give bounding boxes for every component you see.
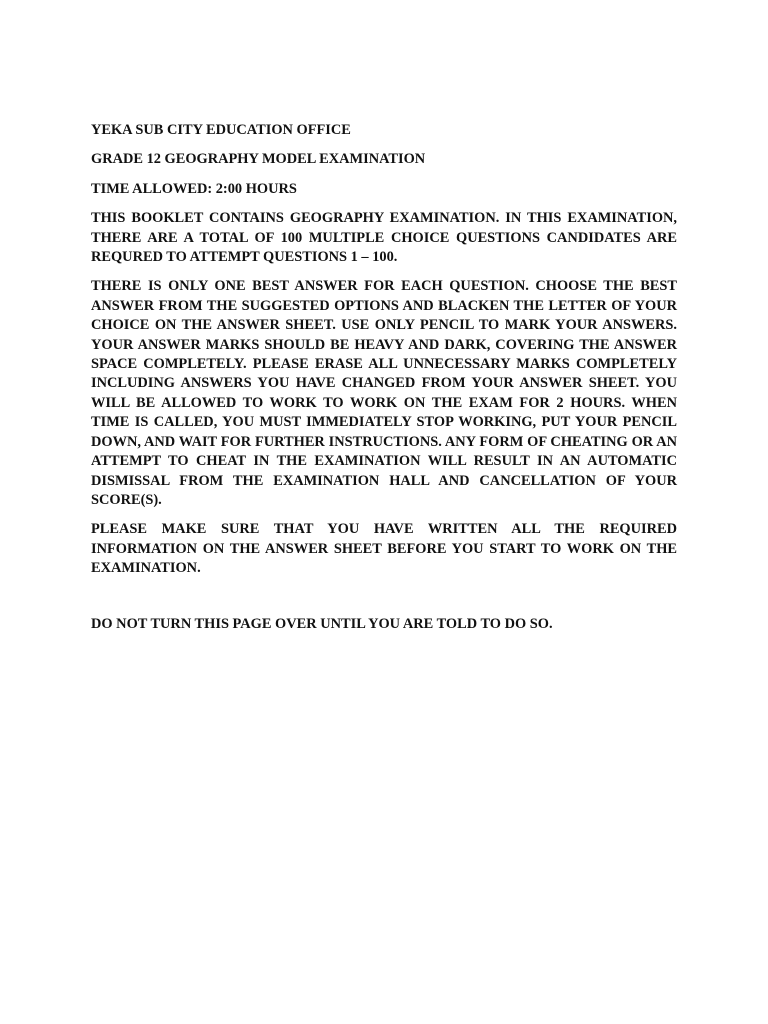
time-allowed: TIME ALLOWED: 2:00 HOURS	[91, 180, 297, 197]
office-heading: YEKA SUB CITY EDUCATION OFFICE	[91, 122, 351, 138]
document-body	[91, 121, 677, 644]
exam-title: GRADE 12 GEOGRAPHY MODEL EXAMINATION	[91, 151, 426, 168]
reminder-paragraph: PLEASE MAKE SURE THAT YOU HAVE WRITTEN ALL THE REQUIRED INFORMATION ON THE ANSWER SHEET BEFORE YOU START TO WORK ON THE EXAMINATION.	[91, 521, 677, 577]
warning-line: DO NOT TURN THIS PAGE OVER UNTIL YOU ARE TOLD TO DO SO.	[91, 615, 553, 632]
intro-paragraph: THIS BOOKLET CONTAINS GEOGRAPHY EXAMINATION. IN THIS EXAMINATION, THERE ARE A TOTAL OF 100 MULTIPLE CHOICE QUESTIONS CANDIDATES ARE REQURED TO ATTEMPT QUESTIONS 1 – 100.	[91, 210, 677, 266]
instructions-paragraph: THERE IS ONLY ONE BEST ANSWER FOR EACH QUESTION. CHOOSE THE BEST ANSWER FROM THE SUGGESTED OPTIONS AND BLACKEN THE LETTER OF YOUR CHOICE ON THE ANSWER SHEET. USE ONLY PENCIL TO MARK YOUR ANSWERS. YOUR ANSWER MARKS SHOULD BE HEAVY AND DARK, COVERING THE ANSWER SPACE COMPLETELY. PLEASE ERASE ALL UNNECESSARY MARKS COMPLETELY INCLUDING ANSWERS YOU HAVE CHANGED FROM YOUR ANSWER SHEET. YOU WILL BE ALLOWED TO WORK TO WORK ON THE EXAM FOR 2 HOURS. WHEN TIME IS CALLED, YOU MUST IMMEDIATELY STOP WORKING, PUT YOUR PENCIL DOWN, AND WAIT FOR FURTHER INSTRUCTIONS. ANY FORM OF CHEATING OR AN ATTEMPT TO CHEAT IN THE EXAMINATION WILL RESULT IN AN AUTOMATIC DISMISSAL FROM THE EXAMINATION HALL AND CANCELLATION OF YOUR SCORE(S).	[91, 278, 677, 508]
